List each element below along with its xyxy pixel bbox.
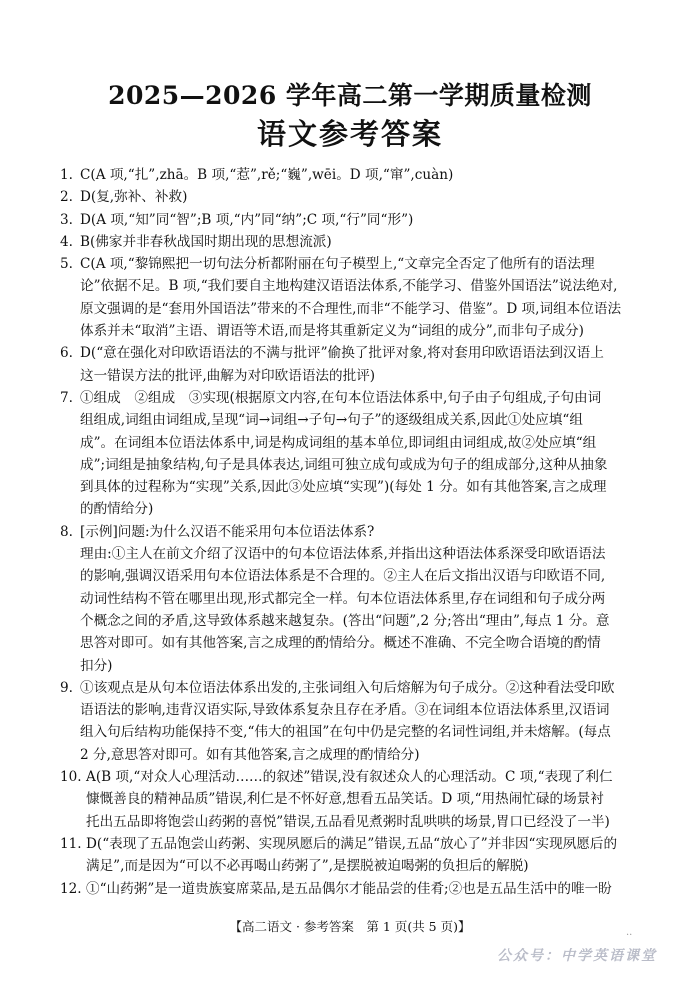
answer-number: 11. xyxy=(60,835,82,852)
answer-item xyxy=(60,766,634,833)
document-subtitle: 语文参考答案 xyxy=(256,117,443,151)
answer-line: ①“山药粥”是一道贵族宴席菜品,是五品偶尔才能品尝的佳肴;②也是五品生活中的唯一盼 xyxy=(86,880,612,897)
answer-line: 体系并未“取消”主语、谓语等术语,而是将其重新定义为“词组的成分”,而非句子成分) xyxy=(80,323,584,340)
answer-line: 慷慨善良的精神品质”错误,利仁是不怀好意,想看五品笑话。D 项,“用热闹忙碌的场景衬 xyxy=(86,791,604,808)
answer-item xyxy=(60,253,634,342)
answer-line: ①该观点是从句本位语法体系出发的,主张词组入句后熔解为句子成分。②这种看法受印欧 xyxy=(80,679,615,696)
answer-line: 成”。在词组本位语法体系中,词是构成词组的基本单位,即词组由词组成,故②处应填“组 xyxy=(80,434,597,451)
answer-line: D(“意在强化对印欧语语法的不满与批评”偷换了批评对象,将对套用印欧语语法到汉语上 xyxy=(80,345,604,362)
answer-line: 思答对即可。如有其他答案,言之成理的酌情给分。概述不准确、不完全吻合语境的酌情 xyxy=(80,635,601,652)
answer-line: 理由:①主人在前文介绍了汉语中的句本位语法体系,并指出这种语法体系深受印欧语语法 xyxy=(80,546,606,563)
answer-line: [示例]问题:为什么汉语不能采用句本位语法体系? xyxy=(80,523,375,540)
watermark: 公众号：中学英语课堂 xyxy=(497,948,657,964)
answer-number: 2. xyxy=(60,189,73,206)
answer-line: 的酌情给分) xyxy=(80,501,154,518)
answer-item xyxy=(60,521,634,677)
answer-line: 扣分) xyxy=(80,657,113,674)
answer-line: D(“表现了五品饱尝山药粥、实现夙愿后的满足”错误,五品“放心了”并非因“实现夙愿后的 xyxy=(86,835,618,852)
answer-line: A(B 项,“对众人心理活动……的叙述”错误,没有叙述众人的心理活动。C 项,“表现了利仁 xyxy=(86,769,613,786)
answer-line: 组入句后结构功能保持不变,“伟大的祖国”在句中仍是完整的名词性词组,并未熔解。(每点 xyxy=(80,724,611,741)
answer-item xyxy=(60,387,634,521)
answer-line: 原文强调的是“套用外国语法”带来的不合理性,而非“不能学习、借鉴”。D 项,词组本位语法 xyxy=(80,300,622,317)
answer-line: 组组成,词组由词组成,呈现“词→词组→子句→句子”的逐级组成关系,因此①处应填“组 xyxy=(80,412,583,429)
answer-number: 1. xyxy=(60,167,73,183)
exam-title: 2025—2026 学年高二第一学期质量检测 xyxy=(108,81,592,110)
answer-item xyxy=(60,186,634,208)
answer-line: 2 分,意思答对即可。如有其他答案,言之成理的酌情给分) xyxy=(80,746,420,763)
answer-line: C(A 项,“扎”,zhā。B 项,“惹”,rě;“巍”,wēi。D 项,“窜”,cuàn) xyxy=(80,167,454,183)
answer-item xyxy=(60,677,634,766)
answer-number: 3. xyxy=(60,211,73,228)
answer-item xyxy=(60,209,634,231)
answer-line: C(A 项,“黎锦熙把一切句法分析都附丽在句子模型上,“文章完全否定了他所有的语法理 xyxy=(80,256,595,273)
answer-line: ①组成 ②组成 ③实现(根据原文内容,在句本位语法体系中,句子由子句组成,子句由词 xyxy=(80,389,602,406)
answer-line: 到具体的过程称为“实现”关系,因此③处应填“实现”)(每处 1 分。如有其他答案,言之成理 xyxy=(80,479,607,496)
answers-body xyxy=(60,164,634,900)
answer-line: 成”;词组是抽象结构,句子是具体表达,词组可独立成句或成为句子的组成部分,这种从抽象 xyxy=(80,456,608,473)
answer-number: 8. xyxy=(60,523,73,540)
answer-line: 的影响,强调汉语采用句本位语法体系是不合理的。②主人在后文指出汉语与印欧语不同, xyxy=(80,568,606,585)
answer-item xyxy=(60,342,634,387)
answer-line: B(佛家并非春秋战国时期出现的思想流派) xyxy=(80,233,332,250)
answer-line: 托出五品即将饱尝山药粥的喜悦”错误,五品看见煮粥时乱哄哄的场景,胃口已经没了一半) xyxy=(86,813,610,830)
answer-line: 满足”,而是因为“可以不必再喝山药粥了”,是摆脱被迫喝粥的负担后的解脱) xyxy=(86,858,529,875)
answer-item xyxy=(60,231,634,253)
answer-item xyxy=(60,833,634,878)
answer-item xyxy=(60,164,634,186)
answer-number: 6. xyxy=(60,345,73,362)
answer-line: 个概念之间的矛盾,这导致体系越来越复杂。(答出“问题”,2 分;答出“理由”,每点 1 分。意 xyxy=(80,612,610,629)
answer-line: 语语法的影响,违背汉语实际,导致体系复杂且存在矛盾。③在词组本位语法体系里,汉语词 xyxy=(80,702,610,719)
answer-line: 动词性结构不管在哪里出现,形式都完全一样。句本位语法体系里,存在词组和句子成分两 xyxy=(80,590,606,607)
answer-number: 5. xyxy=(60,256,73,273)
answer-number: 12. xyxy=(60,880,82,897)
page-footer: 【高二语文 · 参考答案 第 1 页(共 5 页)】 xyxy=(229,919,471,934)
answer-number: 10. xyxy=(60,769,82,786)
answer-line: D(A 项,“知”同“智”;B 项,“内”同“纳”;C 项,“行”同“形”) xyxy=(80,211,414,228)
answer-line: 这一错误方法的批评,曲解为对印欧语语法的批评) xyxy=(80,367,376,384)
answer-number: 7. xyxy=(60,389,73,406)
answer-line: D(复,弥补、补救) xyxy=(80,189,188,206)
answer-item xyxy=(60,878,634,900)
answer-line: 论”依据不足。B 项,“我们要自主地构建汉语语法体系,不能学习、借鉴外国语法”说法绝对, xyxy=(80,278,618,295)
answer-number: 4. xyxy=(60,233,73,250)
footer-mark: .. xyxy=(626,927,633,938)
answer-number: 9. xyxy=(60,679,73,696)
